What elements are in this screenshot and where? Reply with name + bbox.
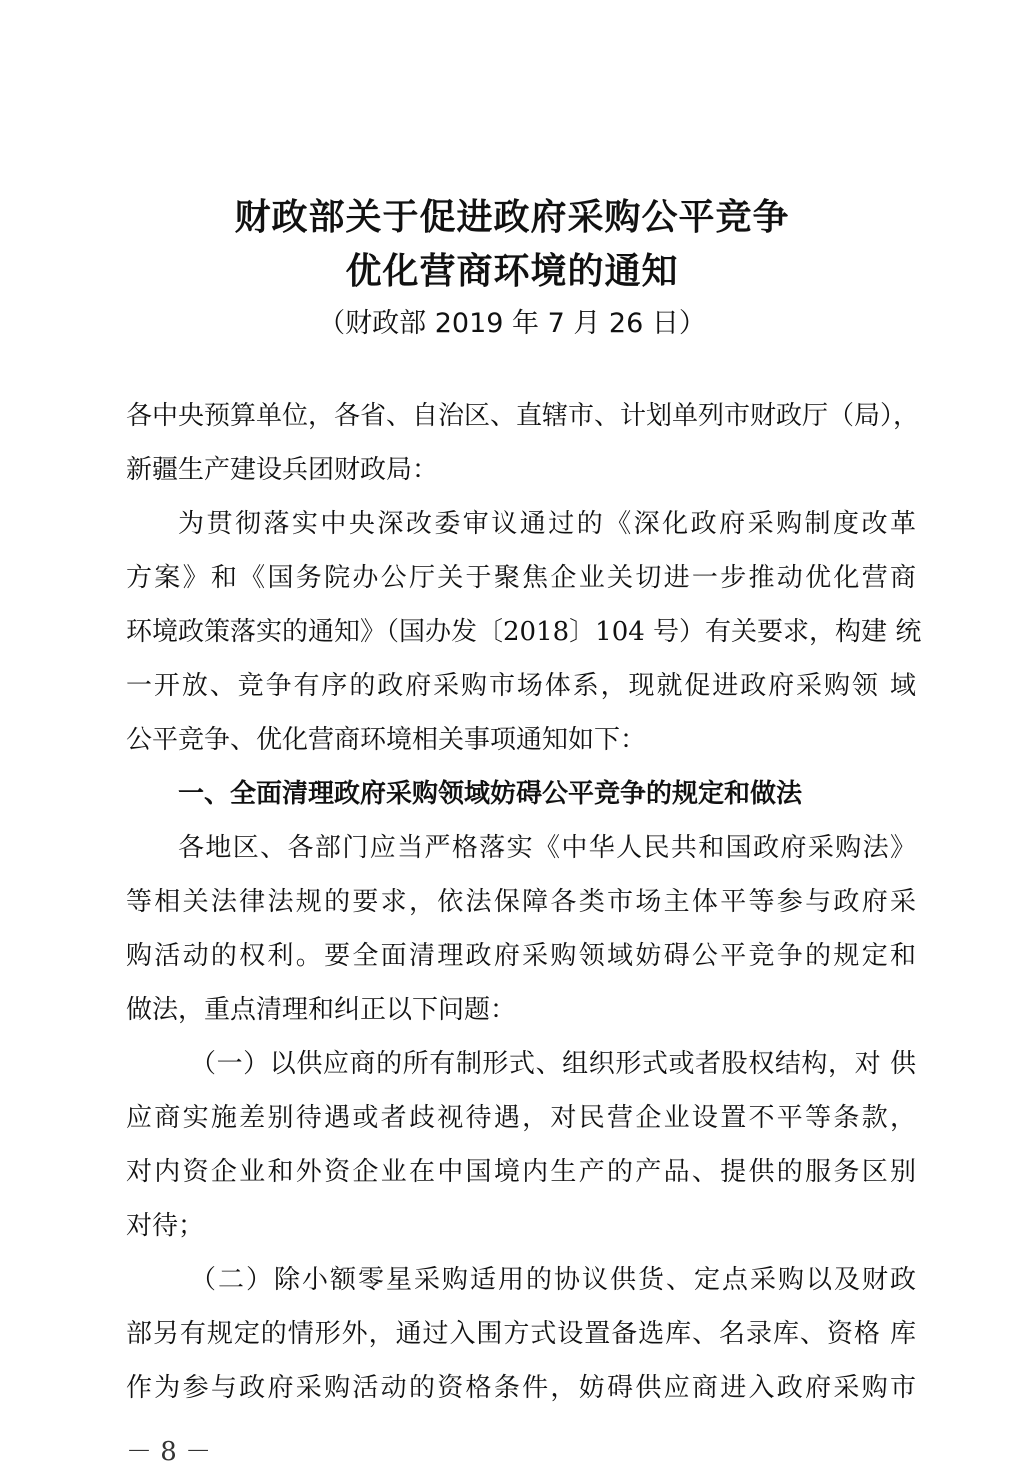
section-heading: 一、全面清理政府采购领域妨碍公平竞争的规定和做法 — [178, 779, 803, 809]
addressee-line: 各中央预算单位，各省、自治区、直辖市、计划单列市财政厅（局）， — [126, 401, 920, 431]
intro-line: 环境政策落实的通知》（国办发〔2018〕104 号）有关要求，构建 统 — [126, 617, 922, 647]
item1-line: 应商实施差别待遇或者歧视待遇，对民营企业设置不平等条款， — [126, 1103, 916, 1133]
document-subtitle: （财政部 2019 年 7 月 26 日） — [318, 308, 706, 339]
intro-line: 方案》和《国务院办公厅关于聚焦企业关切进一步推动优化营商 — [126, 563, 916, 593]
intro-line: 公平竞争、优化营商环境相关事项通知如下： — [126, 725, 647, 755]
section-para-line: 等相关法律法规的要求，依法保障各类市场主体平等参与政府采 — [126, 887, 916, 917]
page-number: － 8 － — [126, 1437, 212, 1467]
document-title-line1: 财政部关于促进政府采购公平竞争 — [234, 197, 790, 238]
item1-line: 对内资企业和外资企业在中国境内生产的产品、提供的服务区别 — [126, 1157, 916, 1187]
item2-line: （二）除小额零星采购适用的协议供货、定点采购以及财政 — [190, 1265, 916, 1295]
item1-line: （一）以供应商的所有制形式、组织形式或者股权结构，对 供 — [190, 1049, 916, 1079]
item2-line: 部另有规定的情形外，通过入围方式设置备选库、名录库、资格 库 — [126, 1319, 916, 1349]
addressee-line: 新疆生产建设兵团财政局： — [126, 455, 439, 485]
document-title-line2: 优化营商环境的通知 — [345, 251, 679, 292]
section-para-line: 做法，重点清理和纠正以下问题： — [126, 995, 517, 1025]
intro-line: 一开放、竞争有序的政府采购市场体系，现就促进政府采购领 域 — [126, 671, 916, 701]
item2-line: 作为参与政府采购活动的资格条件，妨碍供应商进入政府采购市 — [126, 1373, 916, 1403]
section-para-line: 购活动的权利。要全面清理政府采购领域妨碍公平竞争的规定和 — [126, 941, 916, 971]
section-para-line: 各地区、各部门应当严格落实《中华人民共和国政府采购法》 — [178, 833, 916, 863]
intro-line: 为贯彻落实中央深改委审议通过的《深化政府采购制度改革 — [178, 509, 916, 539]
item1-line: 对待； — [126, 1211, 205, 1241]
